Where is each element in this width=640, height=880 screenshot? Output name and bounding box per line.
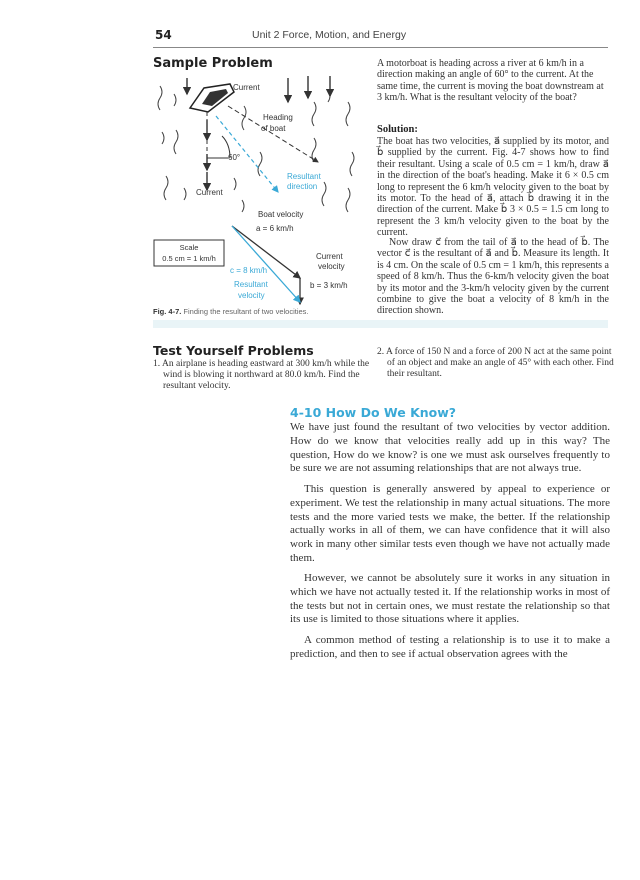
header-rule	[153, 47, 608, 48]
test-problem-1: 1. An airplane is heading eastward at 300 km/h while the wind is blowing it northward at 80.0 km/h. Find the resultant velocity.	[153, 359, 370, 391]
river-current-squiggles	[158, 86, 354, 212]
label-of-boat: of boat	[261, 124, 286, 133]
test-problem-2: 2. A force of 150 N and a force of 200 N act at the same point of an object and make an angle of 45° with each other. Find their resultant.	[377, 347, 614, 379]
figure-caption-text: Finding the resultant of two velocities.	[181, 307, 309, 316]
figure-4-7	[150, 72, 370, 306]
boat-icon	[190, 84, 234, 112]
section-paragraph-4: A common method of testing a relationship is to use it to make a prediction, and then to see if actual observation agrees with the	[290, 634, 610, 660]
label-c-vector: c = 8 km/h	[230, 266, 268, 275]
sample-box-tint	[153, 320, 608, 328]
solution-heading: Solution:	[377, 124, 418, 135]
scale-title: Scale	[179, 243, 199, 252]
label-current-left: Current	[196, 188, 223, 197]
section-paragraph-1: We have just found the resultant of two velocities by vector addition. How do we know that velocities really add up in this way? The question, How do we know? is one we must ask ourselves frequently to be sure we are not assuming relationships that are not always true.	[290, 421, 610, 475]
label-heading: Heading	[263, 113, 293, 122]
label-resultant: Resultant	[287, 172, 321, 181]
page-number: 54	[155, 28, 172, 42]
section-paragraph-2: This question is generally answered by appeal to experience or experiment. We test the relationship in many actual situations. The more tests and the more varied tests we make, the better. If the relationship actually works in all of them, we can have confidence that it will also work in many other similar tests even though we have not actually made them.	[290, 483, 610, 564]
label-current-velocity-2: velocity	[318, 262, 345, 271]
solution-paragraph-2: Now draw c⃗ from the tail of a⃗ to the head of b⃗. The vector c⃗ is the resultant of a⃗ and b⃗. Measure its length. It is 4 cm. On the scale of 0.5 cm = 1 km/h, this represents a speed of 8 km/h. Thus the 6-km/h velocity given the boat by its motor and the 3-km/h velocity given by the current combine to give the boat a velocity of 8 km/h in the direction shown.	[377, 237, 609, 317]
label-current-velocity-1: Current	[316, 252, 343, 261]
sample-problem-heading: Sample Problem	[153, 56, 273, 71]
label-angle: 60°	[228, 153, 241, 162]
figure-caption	[153, 307, 309, 316]
section-paragraph-3: However, we cannot be absolutely sure it works in any situation in which we have not actually tested it. If the relationship works in most of the tests but not in certain ones, we must restate the relationship so that its use is limited to those situations where it applies.	[290, 572, 610, 626]
scale-value: 0.5 cm = 1 km/h	[162, 254, 216, 263]
label-a-vector: a = 6 km/h	[256, 224, 294, 233]
running-header: Unit 2 Force, Motion, and Energy	[252, 29, 407, 41]
solution-paragraph-1: The boat has two velocities, a⃗ supplied by its motor, and b⃗ supplied by the current. Fig. 4-7 shows how to find their resultant. Using a scale of 0.5 cm = 1 km/h, draw a⃗ in the direction of the boat's heading. Make it 6 × 0.5 cm long to represent the 6 km/h velocity given to the boat by its motor. To the head of a⃗, attach b⃗ drawing it in the direction of the current. Make b⃗ 3 × 0.5 = 1.5 cm long to represent the 3 km/h velocity given to the boat by the current.	[377, 136, 609, 239]
sample-problem-text: A motorboat is heading across a river at 6 km/h in a direction making an angle of 60° to the current. At the same time, the current is moving the boat downstream at 3 km/h. What is the resultant velocity of the boat?	[377, 58, 604, 104]
label-current-top: Current	[233, 83, 260, 92]
label-boat-velocity: Boat velocity	[258, 210, 304, 219]
label-resultant-velocity-2: velocity	[238, 291, 265, 300]
label-resultant-velocity-1: Resultant	[234, 280, 268, 289]
test-yourself-heading: Test Yourself Problems	[153, 343, 314, 358]
figure-caption-number: Fig. 4-7.	[153, 307, 182, 316]
section-heading: 4-10 How Do We Know?	[290, 405, 457, 420]
label-b-vector: b = 3 km/h	[310, 281, 348, 290]
label-direction: direction	[287, 182, 318, 191]
